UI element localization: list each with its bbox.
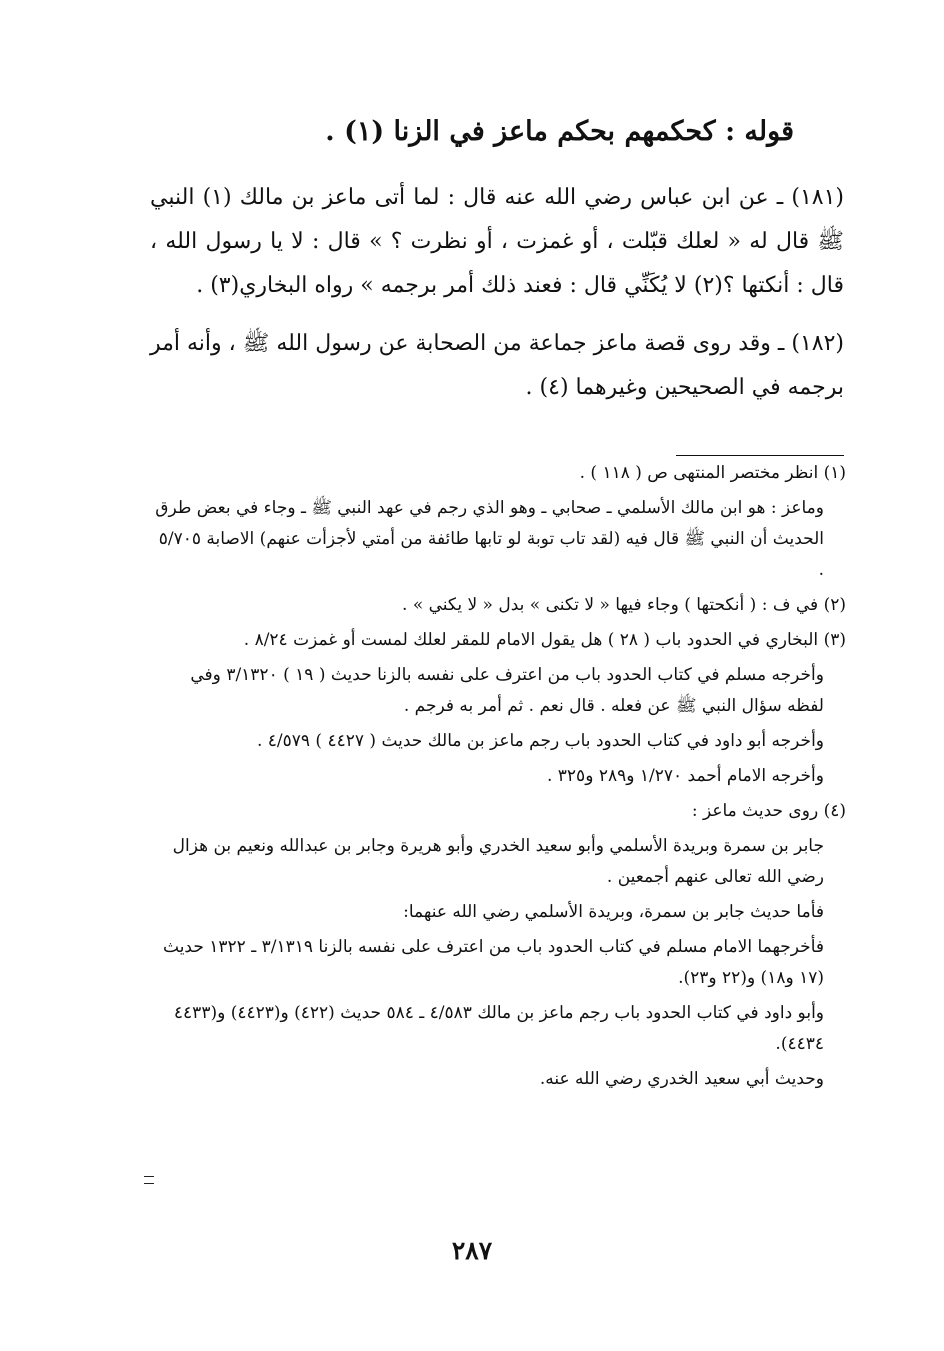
footnote-4-muslim: فأخرجهما الامام مسلم في كتاب الحدود باب من اعترف على نفسه بالزنا ٣/١٣١٩ ـ ١٣٢٢ حديث (١٧ و١٨) و(٢٢ و٢٣). bbox=[163, 937, 824, 988]
margin-mark bbox=[144, 1176, 154, 1184]
hadith-181: (١٨١) ـ عن ابن عباس رضي الله عنه قال : لما أتى ماعز بن مالك (١) النبي ﷺ قال له « لعلك قبّلت ، أو غمزت ، أو نظرت ؟ » قال : لا يا رسول الله ، قال : أنكتها ؟(٢) لا يُكَنِّي قال : فعند ذلك أمر برجمه » رواه البخاري(٣) . bbox=[150, 185, 844, 298]
footnote-number: (٢) bbox=[823, 595, 846, 615]
footnotes bbox=[150, 458, 846, 1099]
footnote-text: روى حديث ماعز : bbox=[691, 801, 819, 821]
footnote-2 bbox=[150, 590, 846, 621]
footnote-text: في ف : ( أنكحتها ) وجاء فيها « لا تكنى » بدل « لا يكني » . bbox=[402, 595, 819, 615]
footnote-1-detail: وماعز : هو ابن مالك الأسلمي ـ صحابي ـ وهو الذي رجم في عهد النبي ﷺ ـ وجاء في بعض طرق الحديث أن النبي ﷺ قال فيه (لقد تاب توبة لو تابها طائفة من أمتي لأجزأت عنهم) الاصابة ٥/٧٠٥ . bbox=[155, 498, 824, 580]
hadith-182: (١٨٢) ـ وقد روى قصة ماعز جماعة من الصحابة عن رسول الله ﷺ ، وأنه أمر برجمه في الصحيحين وغيرهما (٤) . bbox=[149, 331, 844, 400]
page-number: ٢٨٧ bbox=[451, 1236, 493, 1265]
footnote-4-abusaid: وحديث أبي سعيد الخدري رضي الله عنه. bbox=[539, 1069, 824, 1089]
footnote-separator bbox=[676, 455, 844, 456]
footnote-4 bbox=[150, 796, 846, 827]
footnote-3 bbox=[150, 625, 846, 656]
footnote-4-narrators: جابر بن سمرة وبريدة الأسلمي وأبو سعيد الخدري وأبو هريرة وجابر بن عبدالله ونعيم بن هزال رضي الله تعالى عنهم أجمعين . bbox=[172, 836, 824, 887]
main-text bbox=[150, 176, 844, 424]
footnote-3-ahmad: وأخرجه الامام أحمد ١/٢٧٠ و٢٨٩ و٣٢٥ . bbox=[546, 766, 824, 786]
footnote-number: (١) bbox=[823, 463, 846, 483]
footnote-text: انظر مختصر المنتهى ص ( ١١٨ ) . bbox=[579, 463, 819, 483]
footnote-number: (٤) bbox=[823, 801, 846, 821]
footnote-4-jabir: فأما حديث جابر بن سمرة، وبريدة الأسلمي رضي الله عنهما: bbox=[403, 902, 824, 922]
section-heading: قوله : كحكمهم بحكم ماعز في الزنا (١) . bbox=[325, 116, 794, 147]
footnote-1 bbox=[150, 458, 846, 489]
footnote-text: البخاري في الحدود باب ( ٢٨ ) هل يقول الامام للمقر لعلك لمست أو غمزت ٨/٢٤ . bbox=[243, 630, 819, 650]
footnote-3-muslim: وأخرجه مسلم في كتاب الحدود باب من اعترف على نفسه بالزنا حديث ( ١٩ ) ٣/١٣٢٠ وفي لفظه سؤال النبي ﷺ عن فعله . قال نعم . ثم أمر به فرجم . bbox=[190, 665, 824, 716]
footnote-3-abudawud: وأخرجه أبو داود في كتاب الحدود باب رجم ماعز بن مالك حديث ( ٤٤٢٧ ) ٤/٥٧٩ . bbox=[256, 731, 824, 751]
footnote-number: (٣) bbox=[823, 630, 846, 650]
footnote-4-abudawud: وأبو داود في كتاب الحدود باب رجم ماعز بن مالك ٤/٥٨٣ ـ ٥٨٤ حديث (٤٢٢) و(٤٤٢٣) و(٤٤٣٣ ٤٤٣٤). bbox=[173, 1003, 824, 1054]
